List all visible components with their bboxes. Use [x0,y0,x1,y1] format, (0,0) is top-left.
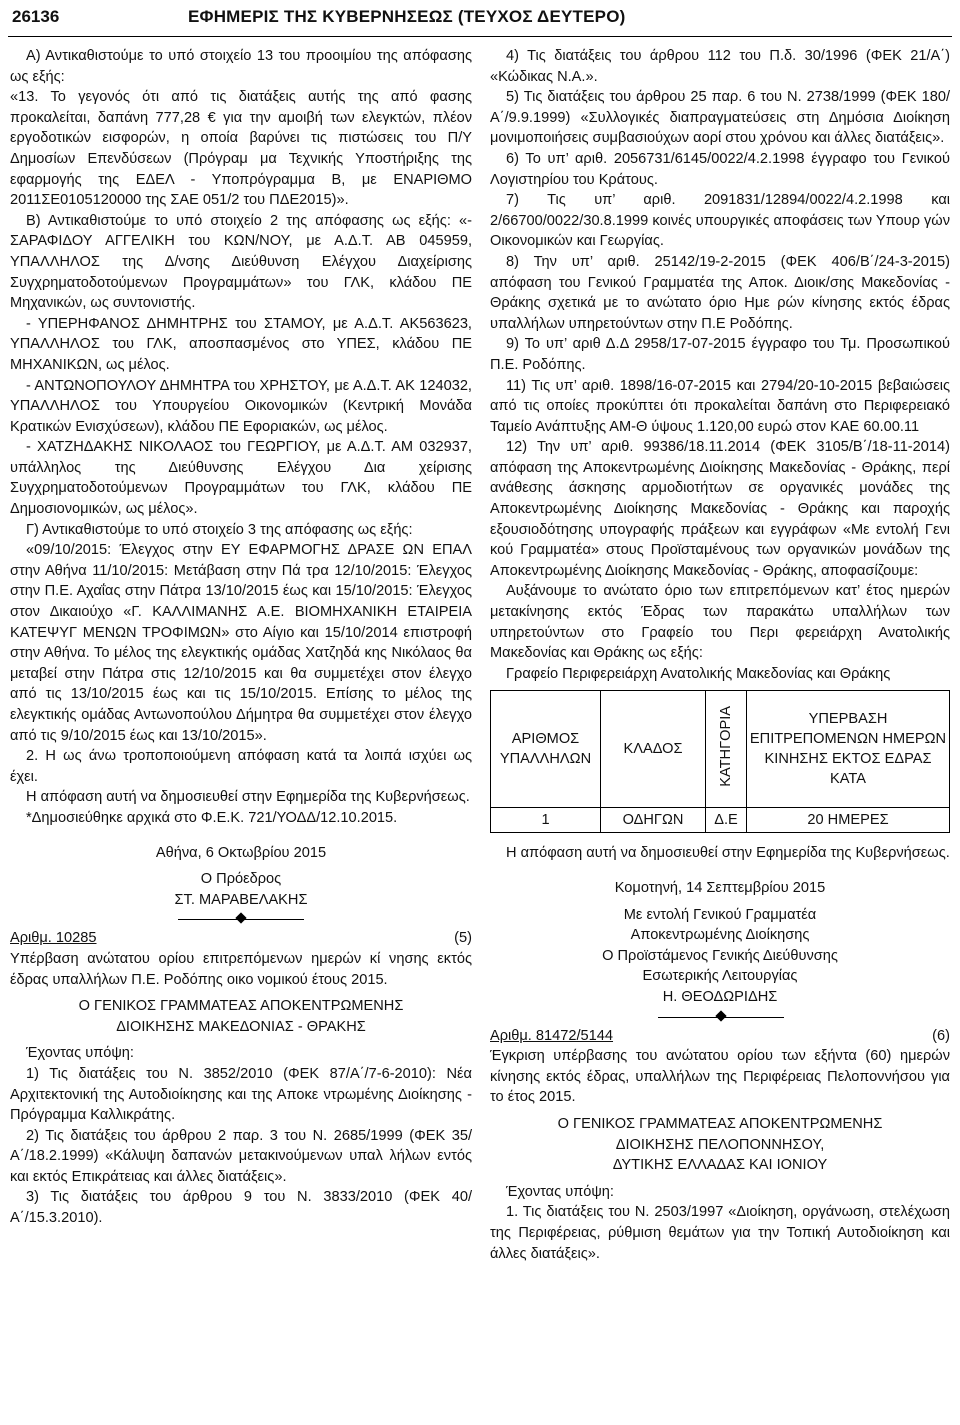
paragraph-a-text: «13. Το γεγονός ότι από τις διατάξεις αυτής της από φασης προκαλείται, δαπάνη 777,28 € για την αμοιβή των ελεγκτών, πλέον εργοδοτικών εισφορών, η οποία βαρύνει τις πιστώσεις του Π/Υ Δημοσίων Επενδύσεων (Πρόγραμ μα Τεχνικής Υποστήριξης της εφαρμογής της ΕΔΕΛ ‑ Υποπρόγραμμα Β, με ΕΝΑΡΙΘΜΟ 2011ΣΕ0105120000 της ΣΑΕ 051/2 του ΠΔΕ2015)». [10,89,472,209]
signer-role: Ο Πρόεδρος [200,871,282,888]
publish-statement: Η απόφαση αυτή να δημοσιευθεί στην Εφημερίδα της Κυβερνήσεως. [26,789,470,806]
signature-line-2: Αποκεντρωμένης Διοίκησης [630,927,810,944]
regard-item-right-1: 1. Τις διατάξεις του Ν. 2503/1997 «Διοίκηση, οργάνωση, στελέχωση της Περιφέρειας, ρύθμιση θεμάτων για την Τοπική Αυτοδιοίκηση και άλλες διατάξεις». [490,1204,950,1262]
regard-item-1: 1) Τις διατάξεις του Ν. 3852/2010 (ΦΕΚ 87/Α΄/7‑6‑2010): Νέα Αρχιτεκτονική της Αυτοδιοίκησης και της Αποκε ντρωμένης Διοίκησης ‑ Πρόγραμμα Καλλικράτης. [10,1065,472,1124]
regard-item-5: 5) Τις διατάξεις του άρθρου 25 παρ. 6 του Ν. 2738/1999 (ΦΕΚ 180/Α΄/9.9.1999) «Συλλογικές διαπραγματεύσεις στη Δημόσια Διοίκηση μονιμοποιήσεις συμβασιούχων αορί στου χρόνου και άλλες διατάξεις». [490,89,950,147]
right-column [490,46,950,1264]
regard-item-6: 6) Το υπ’ αριθ. 2056731/6145/0022/4.2.1998 έγγραφο του Γενικού Λογιστηρίου του Κράτους. [490,150,950,188]
cell-excess: 20 ΗΜΕΡΕΣ [747,808,950,833]
cell-count: 1 [491,808,601,833]
having-regard: Έχοντας υπόψη: [26,1045,134,1062]
regard-item-4: 4) Τις διατάξεις του άρθρου 112 του Π.δ. 30/1996 (ΦΕΚ 21/Α΄) «Κώδικας Ν.Α.». [490,48,950,85]
header-rule [8,36,952,37]
decision-title-right: Έγκριση υπέρβασης του ανώτατου ορίου των εξήντα (60) ημερών κίνησης εκτός έδρας, υπαλλήλων της Περιφέρειας Πελοποννήσου για το έτος 2015. [490,1048,950,1106]
header-employee-count: ΑΡΙΘΜΟΣ ΥΠΑΛΛΗΛΩΝ [491,691,601,808]
decision-number: Αριθμ. 10285 [10,930,97,947]
signer-name: ΣΤ. ΜΑΡΑΒΕΛΑΚΗΣ [174,891,308,908]
authority-line-1: Ο ΓΕΝΙΚΟΣ ΓΡΑΜΜΑΤΕΑΣ ΑΠΟΚΕΝΤΡΩΜΕΝΗΣ [78,998,404,1015]
regard-item-3: 3) Τις διατάξεις του άρθρου 9 του Ν. 3833/2010 (ΦΕΚ 40/Α΄/15.3.2010). [10,1189,472,1227]
authority-line-right-3: ΔΥΤΙΚΗΣ ΕΛΛΑΔΑΣ ΚΑΙ ΙΟΝΙΟΥ [612,1157,828,1174]
paragraph-b-member-1: ‑ ΥΠΕΡΗΦΑΝΟΣ ΔΗΜΗΤΡΗΣ του ΣΤΑΜΟΥ, με Α.Δ.Τ. ΑΚ563623, ΥΠΑΛΛΗΛΟΣ του ΓΛΚ, αποσπασμένος στο ΥΠΕΣ, κλάδου ΠΕ ΜΗΧΑΝΙΚΩΝ, ως μέλος. [10,315,472,373]
regard-item-8: 8) Την υπ’ αριθ. 25142/19‑2‑2015 (ΦΕΚ 406/Β΄/24‑3‑2015) απόφαση του Γενικού Γραμματέα της Αποκ. Διοικ/σης Μακεδονίας ‑ Θράκης σχετικά με το ανώτατο όριο Ημε ρών κίνησης εκτός έδρας υπαλλήλων υπηρετούντων στην Π.Ε Ροδόπης. [490,253,950,332]
regard-item-12: 12) Την υπ’ αριθ. 99386/18.11.2014 (ΦΕΚ 3105/Β΄/18‑11‑2014) απόφαση της Αποκεντρωμένης Διοίκησης Μακεδονίας ‑ Θράκης, περί ανάθεσης άσκησης αρμοδιοτήτων σε οργανικές μονάδες της Αποκεντρωμένης Διοίκησης Μακεδονίας ‑ Θράκης και παροχής εξουσιοδότησης υπογραφής πράξεων και εγγράφων «Με εντολή Γενι κού Γραμματέα» στους Προϊσταμένους των οργανικών μονάδων της Αποκεντρωμένης Διοίκησης Μακεδονίας ‑ Θράκης, αποφασίζουμε: [490,439,950,579]
regard-item-7: 7) Τις υπ’ αριθ. 2091831/12894/0022/4.2.1998 και 2/66700/0022/30.8.1999 κοινές υπουργικές αποφάσεις των Υπουρ γών Οικονομικών και Γεωργίας. [490,192,950,250]
first-publication-note: *Δημοσιεύθηκε αρχικά στο Φ.Ε.Κ. 721/ΥΟΔΔ/12.10.2015. [26,809,398,826]
place-date-right: Κομοτηνή, 14 Σεπτεμβρίου 2015 [614,880,826,896]
signature-name-right: Η. ΘΕΟΔΩΡΙΔΗΣ [662,988,778,1005]
decision-sequence: (5) [454,930,472,947]
authority-line-2: ΔΙΟΙΚΗΣΗΣ ΜΑΚΕΔΟΝΙΑΣ ‑ ΘΡΑΚΗΣ [116,1018,366,1035]
table-row [491,808,950,833]
signature-line-1: Με εντολή Γενικού Γραμματέα [623,906,817,923]
section-divider-right [490,1010,950,1024]
office-name: Γραφείο Περιφερειάρχη Ανατολικής Μακεδονίας και Θράκης [506,665,891,682]
page-number: 26136 [12,7,60,26]
header-category [706,691,747,808]
gazette-title: ΕΦΗΜΕΡΙΣ ΤΗΣ ΚΥΒΕΡΝΗΣΕΩΣ (ΤΕΥΧΟΣ ΔΕΥΤΕΡΟ) [188,7,626,26]
overtime-table [490,690,950,833]
decision-title: Υπέρβαση ανώτατου ορίου επιτρεπόμενων ημερών κί νησης εκτός έδρας υπαλλήλων Π.Ε. Ροδόπης οικο νομικού έτους 2015. [10,950,472,988]
decision-header [10,928,472,949]
decision-sequence-right: (6) [932,1027,950,1044]
decision-number-right: Αριθμ. 81472/5144 [490,1027,614,1044]
paragraph-2: 2. Η ως άνω τροποποιούμενη απόφαση κατά τα λοιπά ισχύει ως έχει. [10,748,472,785]
paragraph-b-member-2: ‑ ΑΝΤΩΝΟΠΟΥΛΟΥ ΔΗΜΗΤΡΑ του ΧΡΗΣΤΟΥ, με Α.Δ.Τ. ΑΚ 124032, ΥΠΑΛΛΗΛΟΣ του Υπουργείου Οικονομικών (Κεντρική Μονάδα Κρατικών Ενισχύσεων), κλάδου ΠΕ Εφοριακών, ως μέλος. [10,377,472,435]
paragraph-b-intro: Β) Αντικαθιστούμε το υπό στοιχείο 2 της απόφασης ως εξής: «‑ ΣΑΡΑΦΙΔΟΥ ΑΓΓΕΛΙΚΗ του ΚΩΝ/ΝΟΥ, με Α.Δ.Τ. ΑΒ 045959, ΥΠΑΛΛΗΛΟΣ της Δ/νσης Διεύθυνση Ελέγχου Διαχείρισης Συγχρηματοδοτούμενων Προγραμμάτων» του ΓΛΚ, κλάδου ΠΕ Μηχανικών, ως συντονιστής. [10,212,472,312]
having-regard-right: Έχοντας υπόψη: [506,1183,614,1200]
signature-line-4: Εσωτερικής Λειτουργίας [642,968,798,985]
cell-category: Δ.Ε [706,808,747,833]
authority-line-right-2: ΔΙΟΙΚΗΣΗΣ ΠΕΛΟΠΟΝΝΗΣΟΥ, [615,1136,825,1153]
paragraph-a-intro: Α) Αντικαθιστούμε το υπό στοιχείο 13 του προοιμίου της απόφασης ως εξής: [10,48,472,85]
header-branch: ΚΛΑΔΟΣ [601,691,706,808]
table-header-row [491,691,950,808]
left-column [10,46,472,1229]
paragraph-b-member-3: ‑ ΧΑΤΖΗΔΑΚΗΣ ΝΙΚΟΛΑΟΣ του ΓΕΩΡΓΙΟΥ, με Α.Δ.Τ. ΑΜ 032937, υπάλληλος της Διεύθυνσης Ελέγχου Δια χείρισης Συγχρηματοδοτούμενων Προγραμμάτων του ΓΛΚ, κλάδου ΠΕ Δημοσιονομικών, ως μέλος». [10,439,472,518]
cell-branch: ΟΔΗΓΩΝ [601,808,706,833]
publish-statement-right: Η απόφαση αυτή να δημοσιευθεί στην Εφημερίδα της Κυβερνήσεως. [506,845,950,862]
regard-item-2: 2) Τις διατάξεις του άρθρου 2 παρ. 3 του Ν. 2685/1999 (ΦΕΚ 35/Α΄/18.2.1999) «Κάλυψη δαπανών μετακινούμενων υπαλ λήλων εντός και εκτός Επικράτειας και άλλες διατάξεις». [10,1127,472,1185]
authority-line-right-1: Ο ΓΕΝΙΚΟΣ ΓΡΑΜΜΑΤΕΑΣ ΑΠΟΚΕΝΤΡΩΜΕΝΗΣ [557,1115,883,1132]
paragraph-c-intro: Γ) Αντικαθιστούμε το υπό στοιχείο 3 της απόφασης ως εξής: [26,521,413,538]
header-category-label: ΚΑΤΗΓΟΡΙΑ [718,706,734,787]
section-divider [10,912,472,926]
header-excess-days: ΥΠΕΡΒΑΣΗ ΕΠΙΤΡΕΠΟΜΕΝΩΝ ΗΜΕΡΩΝ ΚΙΝΗΣΗΣ ΕΚΤΟΣ ΕΔΡΑΣ ΚΑΤΑ [747,691,950,808]
paragraph-c-text: «09/10/2015: Έλεγχος στην ΕΥ ΕΦΑΡΜΟΓΗΣ ΔΡΑΣΕ ΩΝ ΕΠΑΛ στην Αθήνα 11/10/2015: Μετάβαση στην Πά τρα 12/10/2015: Έλεγχος στην Π.Ε. Αχαΐας στην Πάτρα 13/10/2015 έως και 15/10/2015: Έλεγχος στον Δικαιούχο «Γ. ΚΑΛΛΙΜΑΝΗΣ Α.Ε. ΒΙΟΜΗΧΑΝΙΚΗ ΕΤΑΙΡΕΙΑ ΚΑΤΕΨΥΓ ΜΕΝΩΝ ΤΡΟΦΙΜΩΝ» στο Αίγιο και 15/10/2014 επιστροφή στην Αθήνα. Το μέλος της ελεγκτικής ομάδας Χατζηδά κης Νικόλαος θα μεταβεί στην Πάτρα στις 12/10/2015 και θα συμμετέχει στον έλεγχο από τις 13/10/2015 έως και τις 15/10/2015. Επίσης το μέλος της ελεγκτικής ομάδας Αντωνοπούλου Δήμητρα θα συμμετέχει στον έλεγχο από τις 9/10/2015 έως και 13/10/2015». [10,542,472,744]
decision-header-right [490,1026,950,1047]
page-header [0,0,960,38]
signature-line-3: Ο Προϊστάμενος Γενικής Διεύθυνσης [602,947,838,964]
regard-item-9: 9) Το υπ’ αριθ Δ.Δ 2958/17‑07‑2015 έγγραφο του Τμ. Προσωπικού Π.Ε. Ροδόπης. [490,336,950,373]
decision-text: Αυξάνουμε το ανώτατο όριο των επιτρεπόμενων κατ’ έτος ημερών μετακίνησης εκτός Έδρας των παρακάτω υπαλλήλων των υπηρετούντων στο Γραφείο του Περι φερειάρχη Ανατολικής Μακεδονίας και Θράκης ως εξής: [490,583,950,662]
regard-item-11: 11) Τις υπ’ αριθ. 1898/16‑07‑2015 και 2794/20‑10‑2015 βεβαιώσεις από τις οποίες προκύπτει ότι προκαλείται δαπάνη στο Περιφερειακό Ταμείο Ανάπτυξης ΑΜ‑Θ ύψους 1.120,00 ευρώ στον ΚΑΕ 60.00.11 [490,377,950,435]
place-date: Αθήνα, 6 Οκτωβρίου 2015 [155,844,327,861]
